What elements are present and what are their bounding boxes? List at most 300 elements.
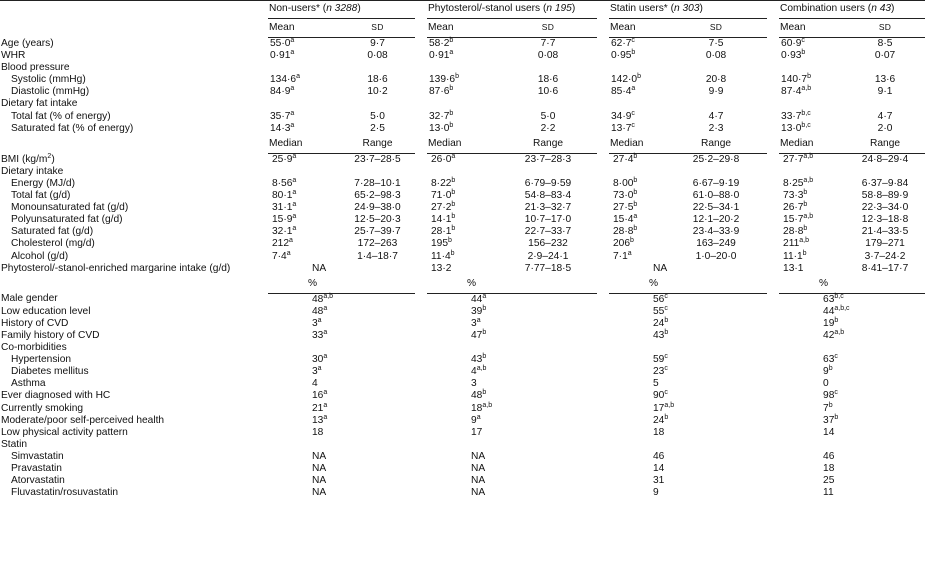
value-cell <box>427 439 597 451</box>
gap <box>597 38 609 51</box>
gap <box>597 463 609 475</box>
table-row <box>0 178 925 190</box>
table-row <box>0 390 925 402</box>
table-row <box>0 475 925 487</box>
row-label-text: BMI (kg/m <box>1 153 48 165</box>
gap <box>767 50 779 62</box>
value-cell <box>609 306 767 318</box>
gap <box>597 403 609 415</box>
value-cell: 4·7 <box>708 110 724 122</box>
gap <box>597 214 609 226</box>
subheader-cell: Mean <box>268 19 340 38</box>
value-cell <box>779 415 925 427</box>
gap <box>597 354 609 366</box>
significance-superscript: a <box>449 49 454 57</box>
value-cell: 1·4–18·7 <box>357 250 398 262</box>
value-cell: 12·3–18·8 <box>861 214 909 226</box>
subheader-cell <box>845 135 925 154</box>
value-cell: 0·08 <box>367 50 388 62</box>
cell-value: 195 <box>431 238 449 250</box>
cell-value: NA <box>312 463 327 474</box>
cell-value: 55·0 <box>270 38 291 49</box>
cell-value: 60·9 <box>781 38 802 49</box>
value-cell <box>268 293 415 306</box>
table-row <box>0 50 925 62</box>
value-cell <box>268 475 415 487</box>
empty-cell <box>609 98 665 110</box>
gap <box>415 226 427 238</box>
group-close: ) <box>699 3 703 15</box>
significance-superscript: b <box>828 401 833 409</box>
row-label-text: Asthma <box>11 378 46 390</box>
subheader-cell <box>499 19 597 38</box>
table-row <box>0 202 925 214</box>
significance-superscript: b <box>807 73 811 81</box>
value-cell <box>427 427 597 439</box>
value-cell <box>268 415 415 427</box>
table-row <box>0 38 925 51</box>
cell-value: NA <box>471 487 486 499</box>
significance-superscript: c <box>664 292 668 300</box>
cell-value: 80·1 <box>272 190 293 202</box>
gap <box>767 427 779 439</box>
significance-superscript: b <box>631 49 636 57</box>
subheader-text: Range <box>362 137 393 149</box>
row-label-text: Saturated fat (g/d) <box>11 226 94 238</box>
value-cell <box>427 50 499 62</box>
table-row <box>0 487 925 499</box>
significance-superscript: a,b <box>803 176 814 184</box>
cell-value: 73·0 <box>613 190 634 202</box>
cell-value: 18 <box>312 426 324 438</box>
gap <box>597 153 609 166</box>
row-label <box>0 390 268 402</box>
value-cell <box>779 251 845 263</box>
gap <box>597 135 609 154</box>
value-cell <box>427 263 499 275</box>
value-cell: 0·08 <box>705 50 727 62</box>
table-row <box>0 98 925 110</box>
row-label-text: Total fat (% of energy) <box>11 110 111 122</box>
cell-value: 14 <box>823 426 835 438</box>
row-label <box>0 342 268 354</box>
cell-value: 211 <box>783 238 800 250</box>
significance-superscript: a <box>323 389 328 397</box>
cell-value: 58·2 <box>429 38 450 49</box>
value-cell <box>779 366 925 378</box>
value-cell <box>268 451 415 463</box>
value-cell <box>427 38 499 51</box>
gap <box>415 330 427 342</box>
gap <box>767 475 779 487</box>
gap <box>767 415 779 427</box>
row-label-text: Cholesterol (mg/d) <box>11 238 95 250</box>
gap <box>415 390 427 402</box>
gap <box>597 263 609 275</box>
value-cell <box>427 178 499 190</box>
subheader-text: SD <box>371 22 384 33</box>
row-label-text: Low education level <box>1 305 91 317</box>
row-label <box>0 190 268 202</box>
value-cell <box>779 293 925 306</box>
value-cell: 5·0 <box>370 110 385 122</box>
cell-value: 26·7 <box>783 202 804 214</box>
subheader-cell: Median <box>609 135 665 154</box>
gap <box>597 487 609 499</box>
value-cell <box>779 487 925 499</box>
significance-superscript: b <box>482 328 487 336</box>
cell-value: 13·0 <box>429 122 450 134</box>
value-cell <box>427 390 597 402</box>
cell-value: 85·4 <box>611 86 632 98</box>
cell-value: 7 <box>823 402 829 414</box>
gap <box>415 354 427 366</box>
table-row <box>0 306 925 318</box>
row-label <box>0 366 268 378</box>
gap <box>597 62 609 74</box>
value-cell: 20·8 <box>705 74 727 86</box>
significance-superscript: a <box>476 316 481 324</box>
row-label <box>0 38 268 51</box>
gap <box>415 342 427 354</box>
value-cell <box>427 226 499 238</box>
significance-superscript: a <box>482 292 487 300</box>
cell-value: 4 <box>471 366 477 378</box>
value-cell <box>427 475 597 487</box>
gap <box>767 86 779 98</box>
gap <box>767 178 779 190</box>
cell-value: NA <box>471 475 486 487</box>
gap <box>415 86 427 98</box>
gap <box>767 403 779 415</box>
significance-superscript: a <box>286 249 291 257</box>
significance-superscript: c <box>631 109 635 117</box>
gap <box>767 263 779 275</box>
table-row <box>0 214 925 226</box>
significance-superscript: a,b <box>803 152 814 160</box>
value-cell <box>779 463 925 475</box>
cell-value: 17 <box>471 426 483 438</box>
significance-superscript: a <box>633 213 638 221</box>
gap <box>597 111 609 123</box>
cell-value: 47 <box>471 329 483 341</box>
cell-value: 28·8 <box>613 226 634 238</box>
significance-superscript: a,b <box>323 292 334 300</box>
significance-superscript: c <box>631 37 635 44</box>
cell-value: 33·7 <box>781 110 802 122</box>
value-cell: 12·1–20·2 <box>692 214 740 226</box>
cell-value: 11·1 <box>783 250 803 262</box>
gap <box>597 166 609 178</box>
value-cell <box>268 178 340 190</box>
value-cell <box>609 366 767 378</box>
cell-value: 48 <box>312 293 324 305</box>
cell-value: NA <box>653 262 668 274</box>
gap <box>597 427 609 439</box>
value-cell <box>268 50 340 62</box>
gap <box>415 178 427 190</box>
row-label-text: Family history of CVD <box>1 329 100 341</box>
cell-value: 39 <box>471 305 483 317</box>
gap <box>415 463 427 475</box>
gap <box>767 111 779 123</box>
value-cell <box>609 111 665 123</box>
row-label-text: Low physical activity pattern <box>1 426 128 438</box>
significance-superscript: a <box>289 237 293 245</box>
row-label <box>0 238 268 250</box>
subheader-cell: Median <box>427 135 499 154</box>
gap <box>767 342 779 354</box>
value-cell <box>268 251 340 263</box>
significance-superscript: b <box>633 189 638 197</box>
value-cell <box>779 378 925 390</box>
subheader-cell <box>499 135 597 154</box>
significance-superscript: b <box>630 237 634 245</box>
cell-value: 84·9 <box>270 86 291 98</box>
cell-value: 23 <box>653 366 665 378</box>
significance-superscript: a <box>317 365 322 373</box>
value-cell <box>609 463 767 475</box>
value-cell <box>779 190 845 202</box>
gap <box>597 190 609 202</box>
row-label-text: Diabetes mellitus <box>11 366 89 378</box>
significance-superscript: b <box>451 189 456 197</box>
value-cell <box>268 123 340 135</box>
value-cell: 24·9–38·0 <box>354 202 401 214</box>
cell-value: 14 <box>653 463 665 474</box>
row-label <box>0 123 268 135</box>
gap <box>597 251 609 263</box>
empty-cell <box>779 98 845 110</box>
gap <box>767 74 779 86</box>
gap <box>597 451 609 463</box>
value-cell <box>779 178 845 190</box>
cell-value: NA <box>471 450 486 462</box>
table-row <box>0 451 925 463</box>
cell-value: 43 <box>471 354 483 366</box>
significance-superscript: c <box>834 389 838 397</box>
table-row <box>0 251 925 263</box>
significance-superscript: a,b <box>801 85 812 93</box>
gap <box>597 318 609 330</box>
row-label <box>0 378 268 390</box>
table-row <box>0 318 925 330</box>
cell-value: 43 <box>653 329 665 341</box>
cell-value: 31 <box>653 475 665 487</box>
value-cell <box>427 86 499 98</box>
value-cell <box>609 342 767 354</box>
cell-value: 212 <box>272 238 289 250</box>
value-cell <box>268 190 340 202</box>
significance-superscript: a <box>476 413 481 421</box>
gap <box>415 306 427 318</box>
significance-superscript: a <box>292 201 297 209</box>
cell-value: 15·7 <box>783 214 804 226</box>
cell-value: 3 <box>312 317 318 329</box>
significance-superscript: a <box>292 176 297 184</box>
value-cell <box>779 451 925 463</box>
significance-superscript: b <box>828 365 833 373</box>
table-row <box>0 463 925 475</box>
value-cell <box>427 251 499 263</box>
significance-superscript: a <box>292 152 297 160</box>
gap <box>767 390 779 402</box>
subheader-row <box>0 135 925 154</box>
subheader-cell <box>340 135 415 154</box>
table-row <box>0 403 925 415</box>
cell-value: 13·0 <box>781 122 802 134</box>
significance-superscript: c <box>664 389 668 397</box>
row-label-text: Dietary fat intake <box>1 98 78 110</box>
value-cell: 65·2–98·3 <box>354 190 401 202</box>
significance-superscript: a <box>627 249 632 257</box>
gap <box>415 439 427 451</box>
significance-superscript: c <box>664 365 668 373</box>
significance-superscript: b <box>834 316 839 324</box>
value-cell: 0·07 <box>874 50 896 62</box>
row-label-text: History of CVD <box>1 317 69 329</box>
value-cell <box>427 202 499 214</box>
value-cell <box>779 475 925 487</box>
value-cell <box>268 111 340 123</box>
value-cell: 8·5 <box>877 38 893 49</box>
group-close: ) <box>891 3 895 15</box>
value-cell <box>779 354 925 366</box>
gap <box>415 214 427 226</box>
significance-superscript: b <box>449 85 454 93</box>
subheader-cell <box>340 19 415 38</box>
cell-value: 59 <box>653 354 665 366</box>
table-row <box>0 378 925 390</box>
cell-value: 139·6 <box>429 74 456 86</box>
gap <box>415 378 427 390</box>
subheader-text: SD <box>878 22 892 33</box>
gap <box>415 293 427 306</box>
gap <box>767 318 779 330</box>
gap <box>597 390 609 402</box>
cell-value: 25 <box>823 475 835 487</box>
label-superscript: 2 <box>47 152 52 160</box>
significance-superscript: b <box>633 201 638 209</box>
value-cell <box>427 342 597 354</box>
row-label <box>0 415 268 427</box>
gap <box>767 451 779 463</box>
subheader-cell: % <box>779 275 925 294</box>
cell-value: NA <box>312 450 327 462</box>
row-label <box>0 330 268 342</box>
value-cell <box>268 38 340 51</box>
cell-value: 0·95 <box>611 50 632 62</box>
value-cell: 18·6 <box>537 74 559 86</box>
significance-superscript: a,b <box>834 328 845 336</box>
header-blank <box>0 1 268 19</box>
significance-superscript: b <box>637 73 641 81</box>
table-row <box>0 111 925 123</box>
value-cell <box>609 262 668 275</box>
subheader-cell: Median <box>779 135 845 154</box>
cell-value: 28·1 <box>431 226 452 238</box>
gap <box>415 275 427 294</box>
table-row <box>0 263 925 275</box>
significance-superscript: b <box>451 225 456 233</box>
subheader-cell: Mean <box>427 19 499 38</box>
empty-cell <box>779 62 845 74</box>
cell-value: 87·6 <box>429 86 450 98</box>
row-label-text: Fluvastatin/rosuvastatin <box>11 487 119 499</box>
significance-superscript: b <box>450 249 455 257</box>
row-label-text: Hypertension <box>11 354 72 366</box>
value-cell <box>268 487 415 499</box>
group-n: n 303 <box>674 3 700 15</box>
cell-value: 46 <box>823 450 835 462</box>
row-label-text: Total fat (g/d) <box>11 190 71 202</box>
cell-value: NA <box>312 262 327 274</box>
gap <box>415 427 427 439</box>
gap <box>597 293 609 306</box>
value-cell: 23·7–28·5 <box>354 153 401 165</box>
row-label <box>0 62 268 74</box>
gap <box>415 19 427 38</box>
gap <box>767 378 779 390</box>
value-cell <box>427 378 597 390</box>
value-cell <box>427 354 597 366</box>
significance-superscript: a <box>323 353 328 361</box>
cell-value: 24 <box>653 414 665 426</box>
table-row <box>0 74 925 86</box>
subheader-cell: % <box>268 275 415 294</box>
value-cell <box>779 439 925 451</box>
value-cell <box>427 306 597 318</box>
value-cell <box>779 306 925 318</box>
row-label-text: Dietary intake <box>1 165 64 177</box>
value-cell <box>609 50 665 62</box>
value-cell <box>268 427 415 439</box>
row-label <box>0 463 268 475</box>
group-header <box>609 1 767 19</box>
cell-value: 11 <box>823 487 834 499</box>
row-label <box>0 214 268 226</box>
empty-cell <box>268 62 340 74</box>
significance-superscript: a,b <box>476 365 487 373</box>
significance-superscript: c <box>664 353 668 361</box>
row-label <box>0 354 268 366</box>
row-label <box>0 403 268 415</box>
empty-cell <box>499 98 597 110</box>
value-cell <box>609 293 767 306</box>
gap <box>415 487 427 499</box>
cell-value: 63 <box>823 354 835 366</box>
group-n: n 43 <box>871 3 892 15</box>
group-header <box>268 1 415 19</box>
gap <box>415 263 427 275</box>
value-cell: 18·6 <box>367 74 388 86</box>
row-label-blank <box>0 275 268 294</box>
value-cell <box>609 378 767 390</box>
gap <box>597 378 609 390</box>
gap <box>597 19 609 38</box>
value-cell: 54·8–83·4 <box>524 190 572 202</box>
gap <box>767 202 779 214</box>
value-cell: 58·8–89·9 <box>861 190 909 202</box>
significance-superscript: b <box>482 353 487 361</box>
gap <box>597 226 609 238</box>
significance-superscript: a <box>323 304 328 312</box>
value-cell <box>779 86 845 98</box>
value-cell <box>268 354 415 366</box>
significance-superscript: a <box>292 189 297 197</box>
gap <box>597 98 609 110</box>
row-label <box>0 427 268 439</box>
